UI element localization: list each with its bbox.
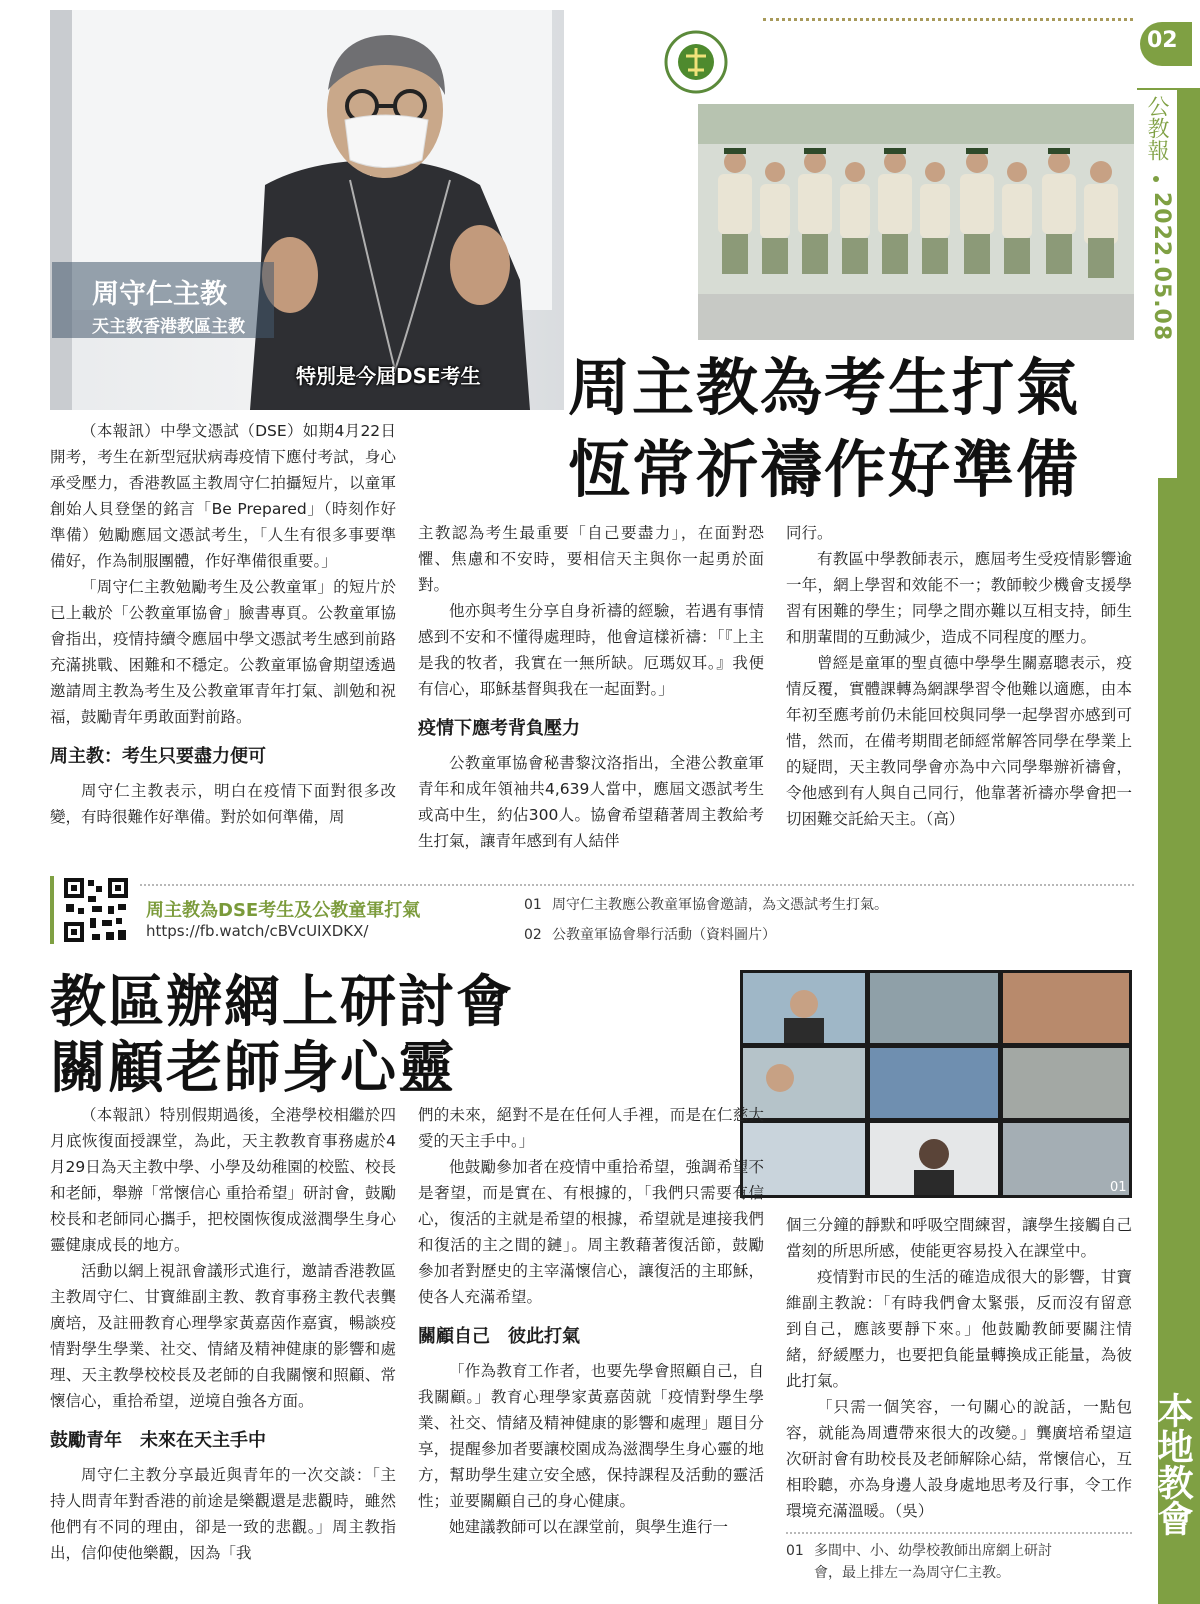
- section-name: 本地教會: [1152, 1392, 1193, 1536]
- article2-paragraph: 他鼓勵參加者在疫情中重拾希望，強調希望不是奢望，而是實在、有根據的，「我們只需要有信心，復活的主就是希望的根據，希望就是連接我們和復活的主之間的鏈」。周主教藉著復活節，鼓勵參加者對歷史的主宰滿懷信心，讓復活的主耶穌，使各人充滿希望。: [418, 1158, 764, 1306]
- article1-caption1: [524, 890, 888, 920]
- photo-bishop-video: [50, 10, 564, 410]
- publication-name: 公教報: [1144, 95, 1169, 161]
- article2-paragraph: 「只需一個笑容，一句關心的說話，一點包容，就能為周遭帶來很大的改變。」龔廣培希望這次研討會有助校長及老師解除心結，常懷信心，互相聆聽，亦為身邊人設身處地思考及行事，令工作環境充滿溫暖。（吳）: [786, 1398, 1132, 1520]
- article1-paragraph: 主教認為考生最重要「自己要盡力」，在面對恐懼、焦慮和不安時，要相信天主與你一起勇於面對。: [418, 524, 764, 594]
- photo-number-label: 01: [1110, 1180, 1127, 1195]
- catholic-scout-logo: [660, 26, 732, 98]
- article1-column2: [418, 520, 764, 854]
- caption-text: 公教童軍協會舉行活動（資料圖片）: [552, 927, 776, 943]
- article2-headline-line2: 關顧老師身心靈: [50, 1035, 456, 1101]
- article2-subhead2: 關顧自己 彼此打氣: [418, 1326, 580, 1347]
- article2-caption-rule: [786, 1532, 1132, 1534]
- separator-dot: [1153, 176, 1159, 182]
- article1-paragraph: 「周守仁主教勉勵考生及公教童軍」的短片於已上載於「公教童軍協會」臉書專頁。公教童軍協會指出，疫情持續令應屆中學文憑試考生感到前路充滿挑戰、困難和不穩定。公教童軍協會期望透過邀請周主教為考生及公教童軍青年打氣、訓勉和祝福，鼓勵青年勇敢面對前路。: [50, 578, 396, 726]
- caption-number: 01: [786, 1543, 804, 1559]
- article1-subhead1: 周主教：考生只要盡力便可: [50, 746, 266, 767]
- qr-accent-bar: [50, 876, 54, 944]
- article2-column3: [786, 1212, 1132, 1524]
- article1-column1: [50, 418, 396, 830]
- article1-paragraph: 周守仁主教表示，明白在疫情下面對很多改變，有時很難作好準備。對於如何準備，周: [50, 782, 396, 826]
- article1-headline-line1: 周主教為考生打氣: [568, 351, 1081, 424]
- article2-paragraph: 們的未來，絕對不是在任何人手裡，而是在仁慈大愛的天主手中。」: [418, 1106, 764, 1150]
- article1-paragraph: 同行。: [786, 524, 833, 542]
- article2-subhead1: 鼓勵青年 未來在天主手中: [50, 1430, 266, 1451]
- article2-paragraph: 「作為教育工作者，也要先學會照顧自己，自我關顧。」教育心理學家黃嘉茵就「疫情對學生學業、社交、情緒及精神健康的影響和處理」題目分享，提醒參加者要讓校園成為滋潤學生身心靈的地方，幫助學生建立安全感，保持課程及活動的靈活性；並要關顧自己的身心健康。: [418, 1362, 764, 1510]
- article2-paragraph: 個三分鐘的靜默和呼吸空間練習，讓學生接觸自己當刻的所思所感，使能更容易投入在課堂中。: [786, 1216, 1132, 1260]
- article1-paragraph: 有教區中學教師表示，應屆考生受疫情影響逾一年，網上學習和效能不一；教師較少機會支援學習有困難的學生；同學之間亦難以互相支持，師生和朋輩間的互動減少，造成不同程度的壓力。: [786, 550, 1132, 646]
- photo1-overlay-title: 天主教香港教區主教: [92, 317, 245, 337]
- page-number: 02: [1147, 28, 1178, 53]
- photo-scouts-group: [698, 104, 1134, 340]
- qr-dotted-rule: [140, 884, 1134, 886]
- top-rule: [763, 18, 1133, 22]
- article2-column2: [418, 1102, 764, 1540]
- article2-paragraph: 周守仁主教分享最近與青年的一次交談：「主持人問青年對香港的前途是樂觀還是悲觀時，雖然他們有不同的理由，卻是一致的悲觀。」周主教指出，信仰使他樂觀，因為「我: [50, 1466, 396, 1562]
- article1-subhead2: 疫情下應考背負壓力: [418, 718, 580, 739]
- article1-headline-line2: 恆常祈禱作好準備: [568, 433, 1081, 506]
- caption-line: 多間中、小、幼學校教師出席網上研討: [814, 1543, 1052, 1559]
- article2-headline-line1: 教區辦網上研討會: [50, 969, 514, 1035]
- article1-paragraph: （本報訊）中學文憑試（DSE）如期4月22日開考，考生在新型冠狀病毒疫情下應付考試，身心承受壓力，香港教區主教周守仁拍攝短片，以童軍創始人貝登堡的銘言「Be Prepared」（時刻作好準備）勉勵應屆文憑試考生，「人生有很多事要準備好，作為制服團體，作好準備很重要。」: [50, 422, 396, 570]
- article1-paragraph: 他亦與考生分享自身祈禱的經驗，若遇有事情感到不安和不懂得處理時，他會這樣祈禱：「『上主是我的牧者，我實在一無所缺。厄瑪奴耳。』我便有信心，耶穌基督與我在一起面對。」: [418, 602, 764, 698]
- scouts-figures: [698, 104, 1134, 340]
- qr-link[interactable]: https://fb.watch/cBVcUIXDKX/: [146, 922, 369, 940]
- article1-paragraph: 公教童軍協會秘書黎汶洛指出，全港公教童軍青年和成年領袖共4,639人當中，應屆文憑試考生或高中生，約佔300人。協會希望藉著周主教給考生打氣，讓青年感到有人結伴: [418, 754, 764, 850]
- article1-paragraph: 曾經是童軍的聖貞德中學學生關嘉聰表示，疫情反覆，實體課轉為網課學習令他難以適應，由本年初至應考前仍未能回校與同學一起學習亦感到可惜，然而，在備考期間老師經常解答同學在學業上的疑問，天主教同學會亦為中六同學舉辦祈禱會，令他感到有人與自己同行，他靠著祈禱亦學會把一切困難交託給天主。（高）: [786, 654, 1132, 828]
- caption-text: 周守仁主教應公教童軍協會邀請，為文憑試考生打氣。: [552, 897, 888, 913]
- photo-online-seminar: [740, 970, 1132, 1198]
- article2-paragraph: 活動以網上視訊會議形式進行，邀請香港教區主教周守仁、甘寶維副主教、教育事務主教代表龔廣培，及註冊教育心理學家黃嘉茵作嘉賓，暢談疫情對學生學業、社交、情緒及精神健康的影響和處理、天主教學校校長及老師的自我關懷和照顧、常懷信心，重拾希望，逆境自強各方面。: [50, 1262, 396, 1410]
- article2-paragraph: 她建議教師可以在課堂前，與學生進行一: [449, 1518, 729, 1536]
- photo1-overlay-subtitle: 特別是今屆DSE考生: [296, 364, 481, 388]
- video-grid: [740, 970, 1132, 1198]
- article2-caption: [786, 1540, 1052, 1584]
- qr-title: 周主教為DSE考生及公教童軍打氣: [146, 900, 421, 921]
- photo1-overlay-name: 周守仁主教: [92, 279, 227, 310]
- article1-column3: [786, 520, 1132, 832]
- qr-code-icon[interactable]: [62, 876, 130, 944]
- article2-paragraph: 疫情對市民的生活的確造成很大的影響，甘寶維副主教說：「有時我們會太緊張，反而沒有留意到自己，應該要靜下來。」他鼓勵教師要關注情緒，紓緩壓力，也要把負能量轉換成正能量，為彼此打氣。: [786, 1268, 1132, 1390]
- issue-date: 2022.05.08: [1149, 192, 1174, 342]
- article1-caption2: [524, 920, 776, 950]
- caption-number: 01: [524, 897, 542, 913]
- bishop-figure: [50, 10, 564, 410]
- article2-column1: [50, 1102, 396, 1566]
- caption-number: 02: [524, 927, 542, 943]
- caption-line: 會，最上排左一為周守仁主教。: [814, 1565, 1010, 1581]
- article2-paragraph: （本報訊）特別假期過後，全港學校相繼於四月底恢復面授課堂，為此，天主教教育事務處於4月29日為天主教中學、小學及幼稚園的校監、校長和老師，舉辦「常懷信心 重拾希望」研討會，鼓勵校長和老師同心攜手，把校園恢復成滋潤學生身心靈健康成長的地方。: [50, 1106, 396, 1254]
